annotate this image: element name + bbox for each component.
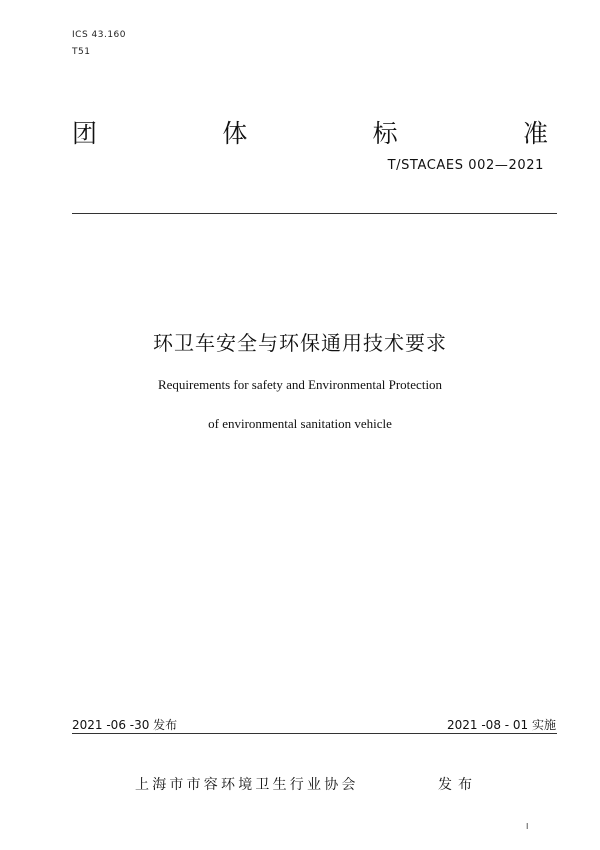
standard-type-char: 准 [522,119,548,148]
implementation-date: 2021 -08 - 01 实施 [447,718,556,732]
standard-type-char: 团 [72,119,98,148]
issue-label: 发布 [438,777,478,793]
standard-code: T/STACAES 002—2021 [387,158,544,173]
issuing-organization: 上海市市容环境卫生行业协会 [135,777,359,793]
page-number: I [526,822,529,831]
category-code: T51 [72,47,91,57]
issue-date: 2021 -06 -30 发布 [72,718,178,732]
footer-divider [72,733,557,734]
title-english-line2: of environmental sanitation vehicle [208,416,392,431]
standard-type-heading [72,114,548,150]
title-english-line1: Requirements for safety and Environmental Protection [157,377,443,392]
title-chinese: 环卫车安全与环保通用技术要求 [153,331,447,355]
ics-code: ICS 43.160 [72,30,127,40]
standard-type-char: 标 [372,119,398,148]
standard-type-char: 体 [222,119,248,148]
header-divider [72,213,557,214]
